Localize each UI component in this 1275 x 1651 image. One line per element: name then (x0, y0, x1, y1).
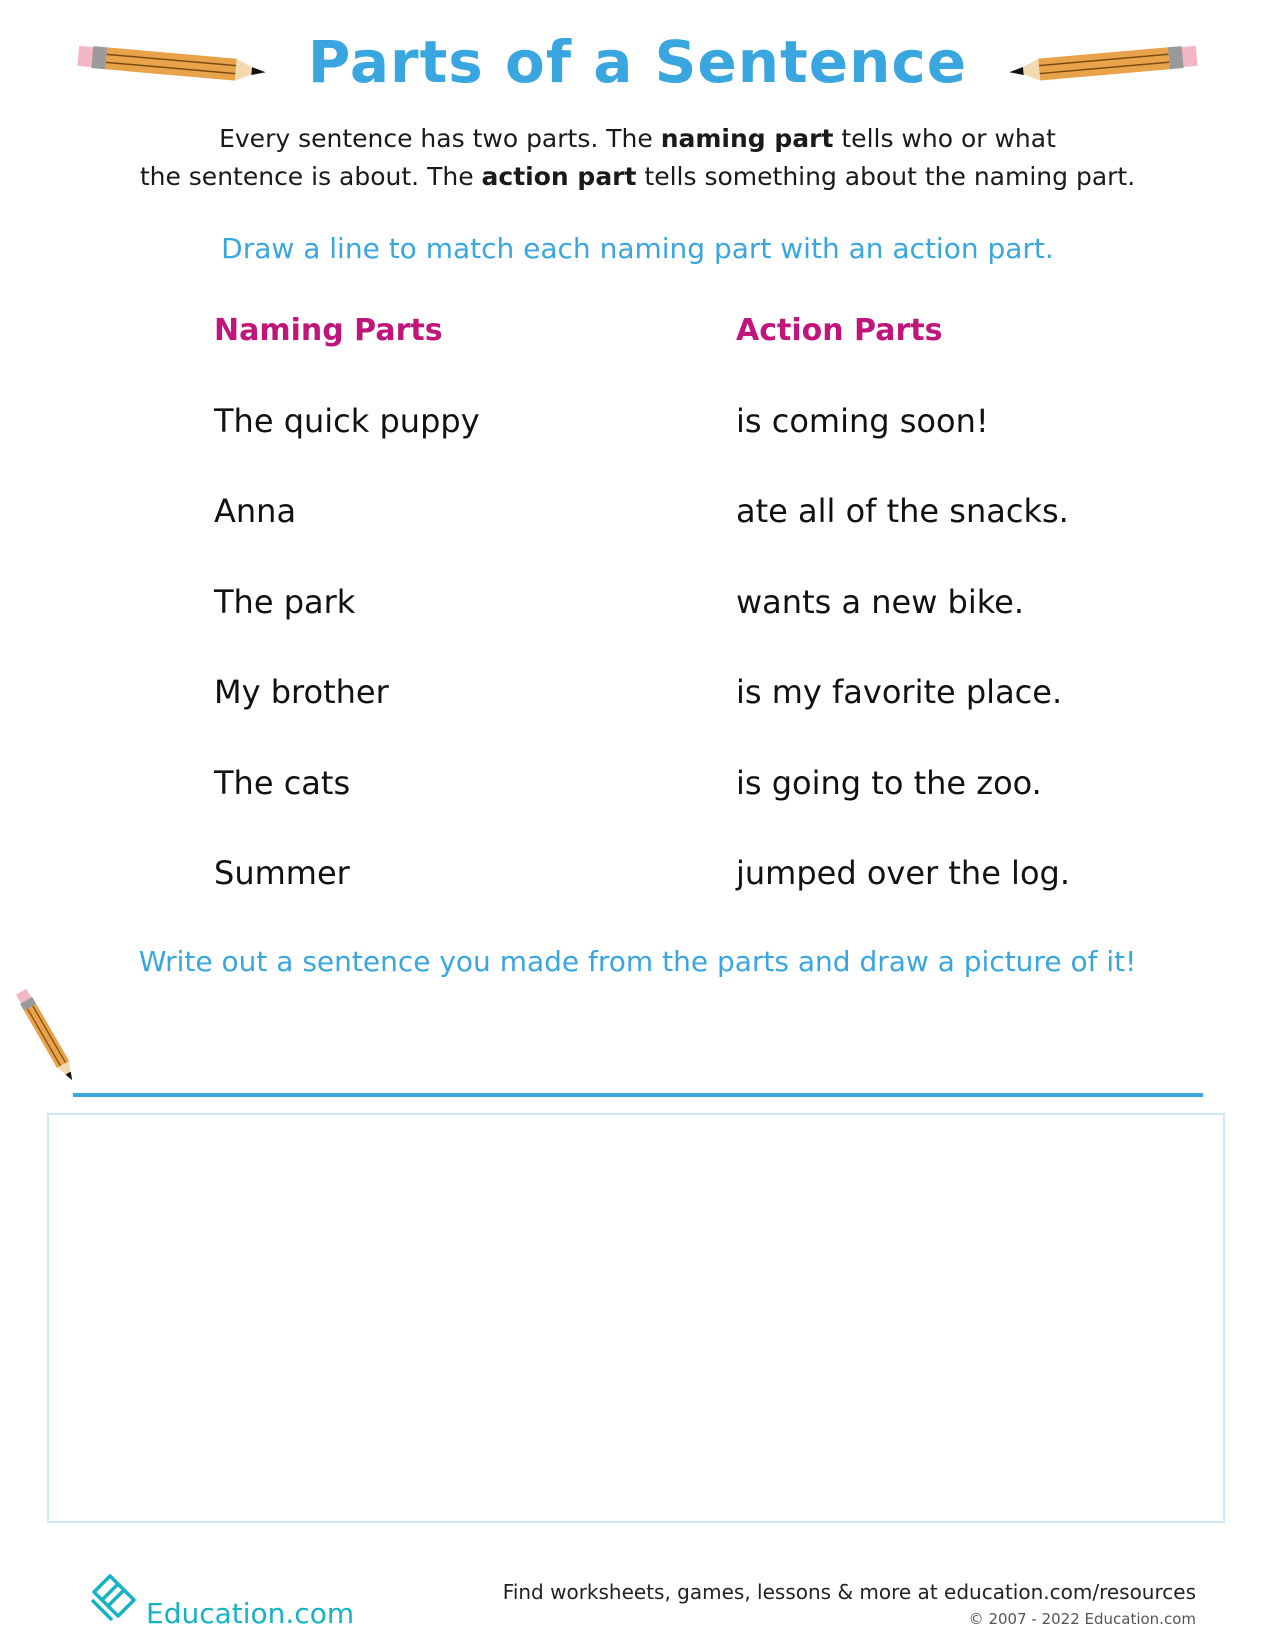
naming-part-item[interactable]: The cats (214, 764, 351, 802)
action-part-item[interactable]: wants a new bike. (736, 583, 1024, 621)
sentence-writing-line[interactable] (73, 1093, 1203, 1097)
naming-part-item[interactable]: My brother (214, 673, 389, 711)
action-part-item[interactable]: is going to the zoo. (736, 764, 1042, 802)
intro-text-part: tells something about the naming part. (636, 162, 1136, 191)
education-logo-icon (86, 1570, 142, 1626)
write-instruction: Write out a sentence you made from the parts and draw a picture of it! (138, 945, 1137, 978)
intro-text-part: tells who or what (833, 124, 1056, 153)
intro-text (80, 120, 1195, 196)
intro-bold-action-part: action part (481, 162, 637, 191)
action-part-item[interactable]: is coming soon! (736, 402, 989, 440)
naming-parts-header: Naming Parts (214, 313, 443, 348)
intro-text-part: Every sentence has two parts. The (219, 124, 661, 153)
action-parts-header: Action Parts (736, 313, 943, 348)
pencil-icon (14, 982, 84, 1094)
footer-resources: Find worksheets, games, lessons & more at education.com/resources (502, 1580, 1196, 1604)
match-instruction: Draw a line to match each naming part with an action part. (221, 232, 1054, 265)
drawing-area[interactable] (47, 1113, 1225, 1523)
page-title: Parts of a Sentence (307, 28, 968, 96)
intro-text-part: the sentence is about. The (139, 162, 482, 191)
naming-part-item[interactable]: The park (214, 583, 356, 621)
naming-part-item[interactable]: The quick puppy (214, 402, 480, 440)
footer-copyright: © 2007 - 2022 Education.com (968, 1610, 1196, 1628)
education-logo-text: Education.com (146, 1597, 355, 1630)
action-part-item[interactable]: jumped over the log. (736, 854, 1070, 892)
intro-bold-naming-part: naming part (660, 124, 834, 153)
naming-part-item[interactable]: Summer (214, 854, 350, 892)
naming-part-item[interactable]: Anna (214, 492, 297, 530)
action-part-item[interactable]: ate all of the snacks. (736, 492, 1069, 530)
action-part-item[interactable]: is my favorite place. (736, 673, 1063, 711)
